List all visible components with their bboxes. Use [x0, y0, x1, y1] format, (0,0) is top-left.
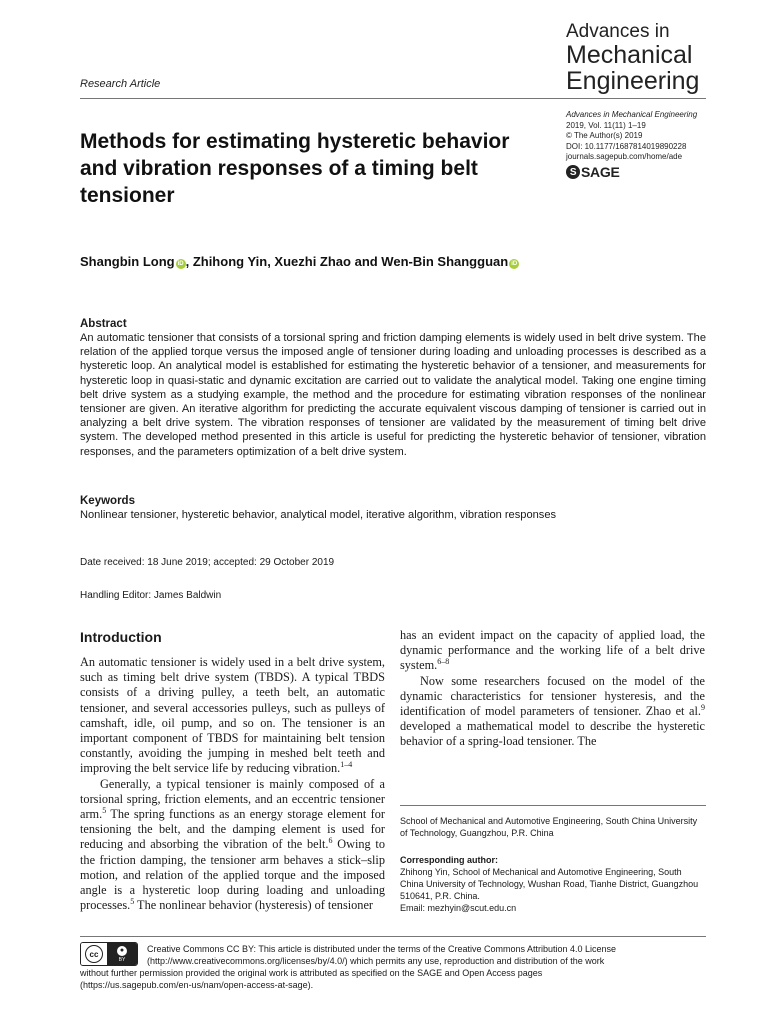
meta-journal-name: Advances in Mechanical Engineering — [566, 110, 698, 119]
sage-s-icon: S — [566, 165, 580, 179]
abstract-text: An automatic tensioner that consists of a torsional spring and friction damping elements is widely used in belt drive system. The relation of the applied torque versus the imposed angle of tensioner during loading and unloading processes is described as a hysteretic loop. An analytical model is established for estimating the hysteretic behavior of a tensioner, and measurements for hysteretic loop in quasi-static and dynamic excitation are carried out to validate the analytical model. Taking one engine timing belt drive system as a studying example, the method and the procedure for estimating vibration responses of the nonlinear tensioner are given. An iterative algorithm for predicting the accurate equivalent viscous damping of tensioner is carried out in analyzing a belt drive system. The vibration responses of tensioner are validated by the measurement of timing belt drive system. The developed method presented in this article is useful for predicting the hysteretic behavior of tensioner, vibration responses, and the parameters optimization of a belt drive system. — [80, 332, 706, 458]
intro-paragraph-2: Generally, a typical tensioner is mainly composed of a torsional spring, friction elements, and an eccentric tensioner arm.$^5$ The spring functions as an energy storage element for tensioning the belt, and the damping element is used for reducing and absorbing the vibration of the belt.$^6$ Owing to the friction damping, the tensioner arm behaves a stick–slip motion, and relation of the applied torque and the imposed angle is a hysteretic loop during loading and unloading processes.$^5$ The nonlinear behavior (hysteresis) of tensioner — [80, 776, 385, 913]
introduction-heading: Introduction — [80, 629, 162, 645]
body-column-left — [80, 655, 385, 913]
journal-name-line1: Advances in — [566, 21, 670, 42]
citation-ref[interactable]: 1–4 — [340, 760, 353, 770]
header-divider — [80, 98, 706, 99]
abstract-section — [80, 317, 706, 459]
corresponding-heading: Corresponding author: — [400, 855, 498, 865]
corresponding-email[interactable]: Email: mezhyin@scut.edu.cn — [400, 903, 517, 913]
license-statement — [80, 943, 706, 991]
sage-logo — [566, 164, 619, 180]
attribution-person-icon: ● — [117, 946, 127, 956]
intro-paragraph-3: Now some researchers focused on the model of the dynamic characteristics for tensioner hysteresis, and the identification of model parameters of tensioner. Zhao et al.$^9$ developed a mathematical model to describe the hysteretic behavior of a spring-load tensioner. The — [400, 673, 705, 749]
date-received: Date received: 18 June 2019; accepted: 29 October 2019 — [80, 557, 335, 568]
journal-name-line3: Engineering — [566, 67, 700, 95]
journal-name-line2: Mechanical — [566, 41, 693, 69]
corresponding-text: Zhihong Yin, School of Mechanical and Automotive Engineering, South China University of Technology, Wushan Road, Tianhe District, Guangzhou 510641, P.R. China. — [400, 867, 699, 901]
body-column-right — [400, 628, 705, 750]
citation-ref[interactable]: 6 — [328, 836, 333, 846]
author-list — [80, 254, 519, 269]
license-line-2[interactable]: (http://www.creativecommons.org/licenses/by/4.0/) which permits any use, reproduction and distribution of the work — [147, 956, 605, 966]
author-first: Shangbin Long — [80, 254, 175, 269]
meta-copyright: © The Author(s) 2019 — [566, 131, 643, 140]
meta-doi[interactable]: DOI: 10.1177/1687814019890228 — [566, 141, 687, 151]
orcid-icon[interactable]: iD — [511, 261, 518, 267]
license-line-3: without further permission provided the original work is attributed as specified on the SAGE and Open Access pages — [80, 968, 543, 978]
meta-volume: 2019, Vol. 11(11) 1–19 — [566, 120, 646, 130]
citation-ref[interactable]: 5 — [102, 805, 107, 815]
journal-name — [566, 22, 766, 94]
article-title: Methods for estimating hysteretic behavior and vibration responses of a timing belt tensioner — [80, 130, 510, 207]
sage-logo-text: SAGE — [581, 164, 620, 180]
author-affiliation: School of Mechanical and Automotive Engineering, South China University of Technology, Guangzhou, P.R. China — [400, 816, 698, 838]
license-line-1: Creative Commons CC BY: This article is distributed under the terms of the Creative Commons Attribution 4.0 License — [147, 944, 617, 954]
intro-paragraph-1: An automatic tensioner is widely used in a belt drive system, such as timing belt drive system (TBDS). A typical TBDS consists of a driving pulley, a teeth belt, an automatic tensioner, and several accessories pulleys, such as pulleys of camshaft, idle, oil pump, and so on. The tensioner is an important component of TBDS for maintaining belt tension constantly, avoiding the jumping in meshed belt teeth and improving the belt service life by reducing vibration.$^{1-4}$ — [80, 655, 385, 776]
orcid-icon[interactable]: iD — [177, 261, 184, 267]
meta-journal-url[interactable]: journals.sagepub.com/home/ade — [566, 152, 683, 161]
creative-commons-icon: cc — [85, 945, 103, 963]
author-others: , Zhihong Yin, Xuezhi Zhao and Wen-Bin Shangguan — [185, 254, 509, 269]
corresponding-author — [400, 854, 706, 914]
keywords-text: Nonlinear tensioner, hysteretic behavior, analytical model, iterative algorithm, vibration responses — [80, 509, 557, 521]
license-divider — [80, 936, 706, 937]
keywords-section — [80, 494, 706, 522]
handling-editor: Handling Editor: James Baldwin — [80, 590, 222, 601]
article-type: Research Article — [80, 78, 161, 90]
journal-meta — [566, 110, 697, 163]
cc-by-label: BY — [118, 956, 126, 963]
citation-ref[interactable]: 5 — [130, 897, 135, 907]
keywords-heading: Keywords — [80, 495, 135, 507]
citation-ref[interactable]: 6–8 — [437, 657, 450, 667]
license-line-4[interactable]: (https://us.sagepub.com/en-us/nam/open-access-at-sage). — [80, 980, 314, 990]
footnote-divider — [400, 805, 706, 806]
citation-ref[interactable]: 9 — [701, 702, 705, 712]
abstract-heading: Abstract — [80, 318, 127, 330]
intro-paragraph-2-continued: has an evident impact on the capacity of applied load, the dynamic performance and the working life of a belt drive system.$^{6-8}$ — [400, 628, 705, 673]
